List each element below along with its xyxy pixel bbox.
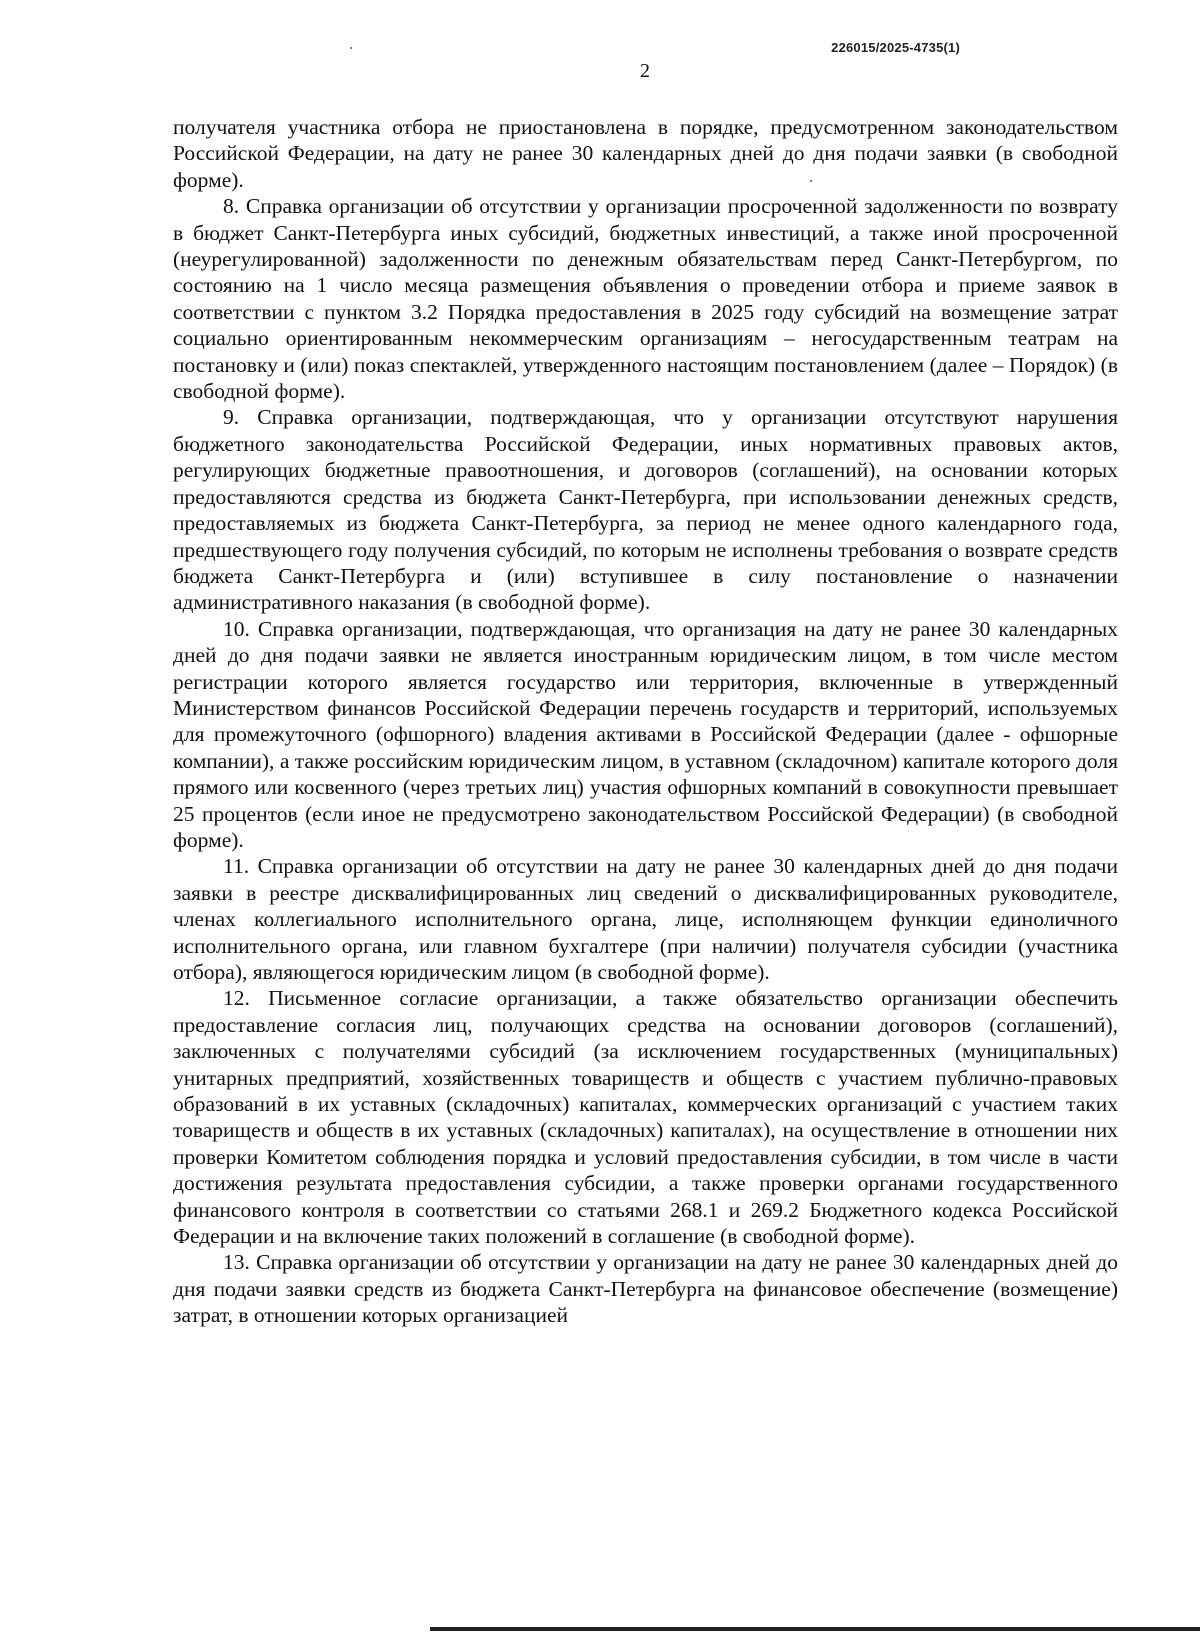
paragraph-item-8: 8. Справка организации об отсутствии у организации просроченной задолженности по возврату в бюджет Санкт-Петербурга иных субсидий, бюджетных инвестиций, а также иной просроченной (неурегулированной) задолженности по денежным обязательствам перед Санкт-Петербургом, по состоянию на 1 число месяца размещения объявления о проведении отбора и приеме заявок в соответствии с пунктом 3.2 Порядка предоставления в 2025 году субсидий на возмещение затрат социально ориентированным некоммерческим организациям – негосударственным театрам на постановку и (или) показ спектаклей, утвержденного настоящим постановлением (далее – Порядок) (в свободной форме). — [173, 194, 1118, 404]
document-body — [173, 114, 1118, 1329]
paragraph-continuation: получателя участника отбора не приостановлена в порядке, предусмотренном законодательством Российской Федерации, на дату не ранее 30 календарных дней до дня подачи заявки (в свободной форме). — [173, 115, 1118, 192]
scan-edge-line — [430, 1627, 1200, 1631]
paragraph-item-13: 13. Справка организации об отсутствии у организации на дату не ранее 30 календарных дней до дня подачи заявки средств из бюджета Санкт-Петербурга на финансовое обеспечение (возмещение) затрат, в отношении которых организацией — [173, 1250, 1118, 1328]
paragraph-item-11: 11. Справка организации об отсутствии на дату не ранее 30 календарных дней до дня подачи заявки в реестре дисквалифицированных лиц сведений о дисквалифицированных руководителе, членах коллегиального исполнительного органа, лице, исполняющем функции единоличного исполнительного органа, или главном бухгалтере (при наличии) получателя субсидии (участника отбора), являющегося юридическим лицом (в свободной форме). — [173, 854, 1118, 984]
page-number: 2 — [640, 60, 650, 82]
scan-speck — [810, 180, 812, 182]
paragraph-item-10: 10. Справка организации, подтверждающая, что организация на дату не ранее 30 календарных дней до дня подачи заявки не является иностранным юридическим лицом, в том числе местом регистрации которого является государство или территория, включенные в утвержденный Министерством финансов Российской Федерации перечень государств и территорий, используемых для промежуточного (офшорного) владения активами в Российской Федерации (далее - офшорные компании), а также российским юридическим лицом, в уставном (складочном) капитале которого доля прямого или косвенного (через третьих лиц) участия офшорных компаний в совокупности превышает 25 процентов (если иное не предусмотрено законодательством Российской Федерации) (в свободной форме). — [173, 616, 1118, 852]
paragraph-item-9: 9. Справка организации, подтверждающая, что у организации отсутствуют нарушения бюджетного законодательства Российской Федерации, иных нормативных правовых актов, регулирующих бюджетные правоотношения, и договоров (соглашений), на основании которых предоставляются средства из бюджета Санкт-Петербурга, при использовании денежных средств, предоставляемых из бюджета Санкт-Петербурга, за период не менее одного календарного года, предшествующего году получения субсидий, по которым не исполнены требования о возврате средств бюджета Санкт-Петербурга и (или) вступившее в силу постановление о назначении административного наказания (в свободной форме). — [173, 405, 1118, 615]
document-registration-number: 226015/2025-4735(1) — [831, 40, 960, 55]
scan-speck — [350, 47, 352, 49]
paragraph-item-12: 12. Письменное согласие организации, а также обязательство организации обеспечить предоставление согласия лиц, получающих средства на основании договоров (соглашений), заключенных с получателями субсидий (за исключением государственных (муниципальных) унитарных предприятий, хозяйственных товариществ и обществ с участием публично-правовых образований в их уставных (складочных) капиталах, коммерческих организаций с участием таких товариществ и обществ в их уставных (складочных) капиталах), на осуществление в отношении них проверки Комитетом соблюдения порядка и условий предоставления субсидии, в том числе в части достижения результата предоставления субсидии, а также проверки органами государственного финансового контроля в соответствии со статьями 268.1 и 269.2 Бюджетного кодекса Российской Федерации и на включение таких положений в соглашение (в свободной форме). — [173, 986, 1118, 1249]
